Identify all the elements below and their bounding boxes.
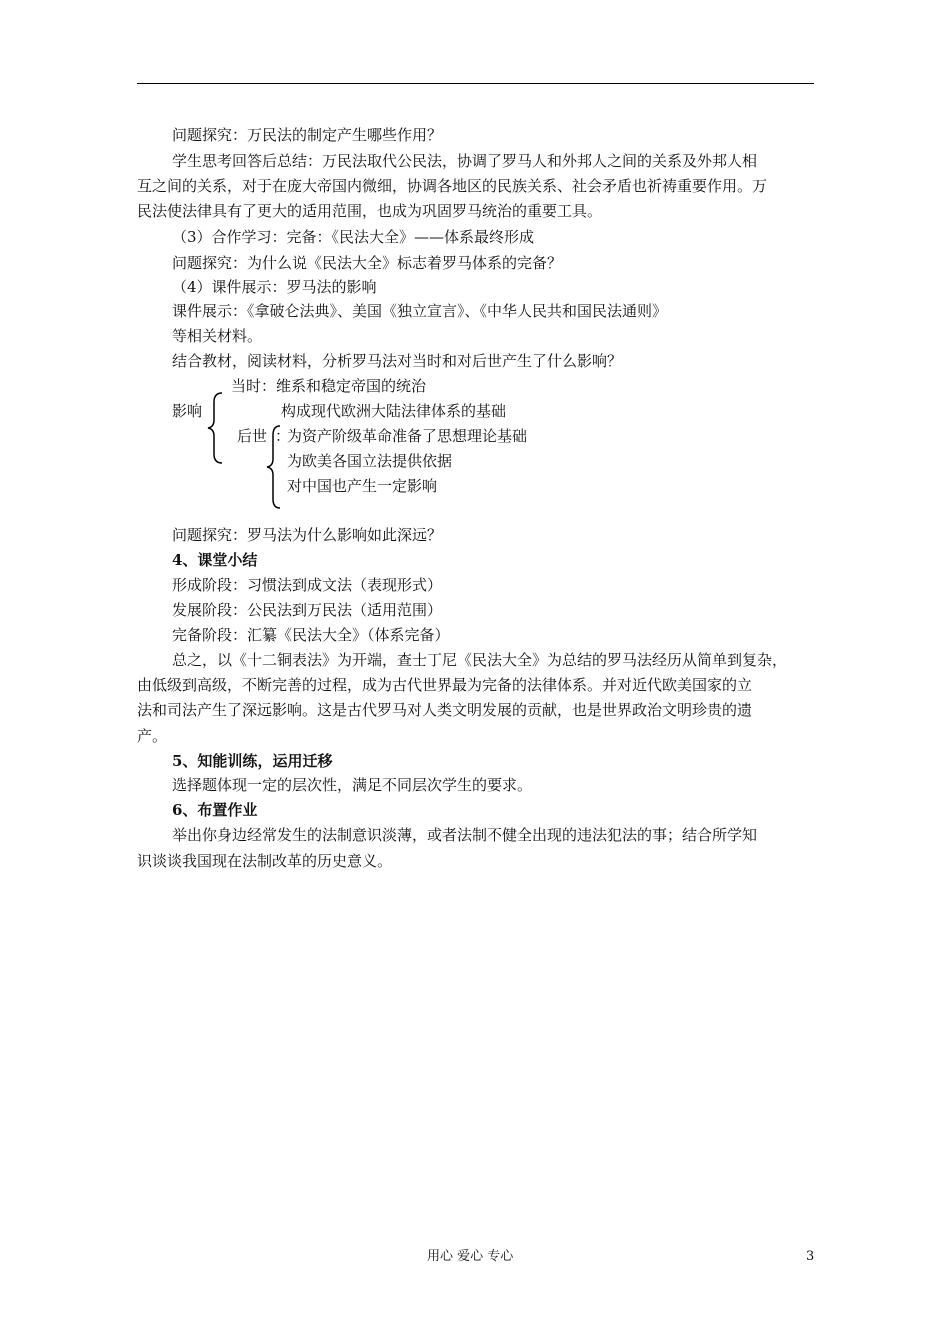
page-number: 3 <box>806 1249 815 1264</box>
influence-then: 当时：维系和稳定帝国的统治 <box>231 377 427 395</box>
paragraph-line: 由低级到高级，不断完善的过程，成为古代世界最为完备的法律体系。并对近代欧美国家的立 <box>137 676 753 694</box>
subheading: （3）合作学习：完备：《民法大全》——体系最终形成 <box>172 228 535 246</box>
paragraph-line: 民法使法律具有了更大的适用范围，也成为巩固罗马统治的重要工具。 <box>137 202 603 220</box>
outer-brace-icon <box>206 392 226 464</box>
influence-later-item: 为欧美各国立法提供依据 <box>287 452 453 470</box>
influence-later-item: 对中国也产生一定影响 <box>287 477 438 495</box>
influence-label: 影响 <box>172 402 203 420</box>
paragraph-line: 举出你身边经常发生的法制意识淡薄，或者法制不健全出现的违法犯法的事；结合所学知 <box>172 826 758 844</box>
influence-later-item: 构成现代欧洲大陆法律体系的基础 <box>281 402 507 420</box>
subheading: （4）课件展示：罗马法的影响 <box>172 278 377 296</box>
paragraph-line: 学生思考回答后总结：万民法取代公民法，协调了罗马人和外邦人之间的关系及外邦人相 <box>172 152 758 170</box>
paragraph-line: 课件展示：《拿破仑法典》、美国《独立宣言》、《中华人民共和国民法通则》 <box>172 302 668 320</box>
paragraph-line: 结合教材，阅读材料，分析罗马法对当时和对后世产生了什么影响？ <box>172 352 623 370</box>
section-heading: 6、布置作业 <box>172 801 258 819</box>
question-line: 问题探究：罗马法为什么影响如此深远？ <box>172 526 443 544</box>
inner-brace-icon <box>262 425 282 509</box>
paragraph-line: 总之，以《十二铜表法》为开端，查士丁尼《民法大全》为总结的罗马法经历从简单到复杂， <box>172 651 788 669</box>
summary-item: 完备阶段：汇纂《民法大全》（体系完备） <box>172 626 450 644</box>
paragraph-line: 等相关材料。 <box>172 327 263 345</box>
paragraph-line: 法和司法产生了深远影响。这是古代罗马对人类文明发展的贡献，也是世界政治文明珍贵的遗 <box>137 701 753 719</box>
paragraph-line: 选择题体现一定的层次性，满足不同层次学生的要求。 <box>172 776 533 794</box>
section-heading: 5、知能训练，运用迁移 <box>172 752 333 770</box>
paragraph-line: 识谈谈我国现在法制改革的历史意义。 <box>137 852 393 870</box>
colon-glyph: ： <box>275 427 291 445</box>
footer-slogan: 用心 爱心 专心 <box>427 1249 514 1264</box>
summary-item: 形成阶段：习惯法到成文法（表现形式） <box>172 576 443 594</box>
summary-item: 发展阶段：公民法到万民法（适用范围） <box>172 601 443 619</box>
influence-later-item: 为资产阶级革命准备了思想理论基础 <box>287 427 528 445</box>
influence-later-label: 后世 <box>237 427 268 445</box>
paragraph-line: 互之间的关系，对于在庞大帝国内微细，协调各地区的民族关系、社会矛盾也祈祷重要作用。万 <box>137 177 768 195</box>
section-heading: 4、课堂小结 <box>172 551 258 569</box>
question-line: 问题探究：为什么说《民法大全》标志着罗马体系的完备？ <box>172 254 563 272</box>
paragraph-line: 产。 <box>137 727 168 745</box>
header-rule <box>137 83 814 84</box>
question-line: 问题探究：万民法的制定产生哪些作用？ <box>172 126 443 144</box>
